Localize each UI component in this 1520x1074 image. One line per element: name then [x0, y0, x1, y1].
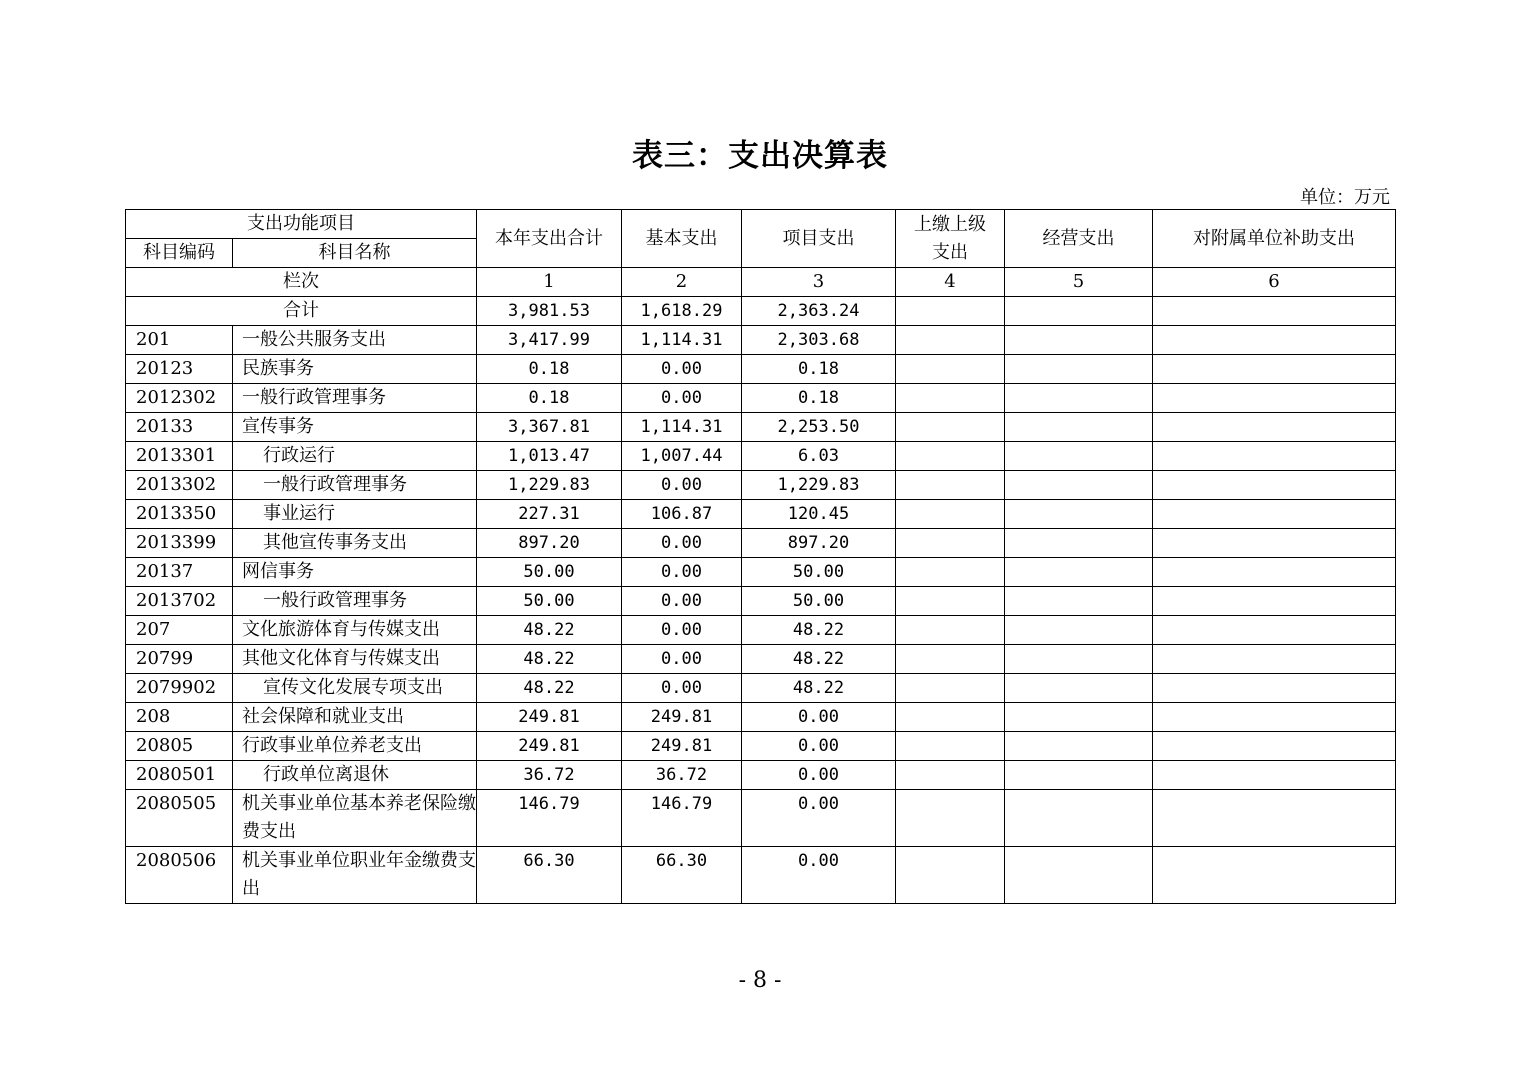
row-subsidy [1153, 326, 1396, 355]
row-business [1005, 442, 1153, 471]
row-name: 一般行政管理事务 [233, 587, 477, 616]
table-row [126, 645, 1396, 674]
row-total: 1,229.83 [477, 471, 622, 500]
sum-business [1005, 297, 1153, 326]
row-business [1005, 326, 1153, 355]
row-code: 2012302 [126, 384, 233, 413]
sum-label: 合计 [126, 297, 477, 326]
sum-upper [896, 297, 1005, 326]
header-basic: 基本支出 [622, 210, 742, 268]
row-project: 50.00 [742, 587, 896, 616]
row-total: 0.18 [477, 384, 622, 413]
row-business [1005, 471, 1153, 500]
header-upper-line2: 支出 [932, 241, 968, 263]
row-code: 2080506 [126, 847, 233, 904]
row-project: 0.18 [742, 355, 896, 384]
row-project: 0.00 [742, 761, 896, 790]
row-subsidy [1153, 558, 1396, 587]
row-name: 网信事务 [233, 558, 477, 587]
row-code: 20137 [126, 558, 233, 587]
row-name: 机关事业单位基本养老保险缴费支出 [233, 790, 477, 847]
page-title: 表三：支出决算表 [632, 138, 888, 174]
row-project: 1,229.83 [742, 471, 896, 500]
col-number-3: 3 [742, 268, 896, 297]
row-name: 行政单位离退休 [233, 761, 477, 790]
table-row [126, 558, 1396, 587]
header-subsidy: 对附属单位补助支出 [1153, 210, 1396, 268]
row-upper [896, 587, 1005, 616]
row-upper [896, 384, 1005, 413]
row-business [1005, 384, 1153, 413]
row-upper [896, 790, 1005, 847]
row-upper [896, 847, 1005, 904]
header-code: 科目编码 [126, 239, 233, 268]
row-total: 48.22 [477, 645, 622, 674]
row-name: 社会保障和就业支出 [233, 703, 477, 732]
row-subsidy [1153, 500, 1396, 529]
row-name: 一般公共服务支出 [233, 326, 477, 355]
table-row [126, 761, 1396, 790]
row-subsidy [1153, 413, 1396, 442]
row-total: 48.22 [477, 674, 622, 703]
row-subsidy [1153, 732, 1396, 761]
header-func-item: 支出功能项目 [126, 210, 477, 239]
row-business [1005, 558, 1153, 587]
row-business [1005, 616, 1153, 645]
row-project: 48.22 [742, 674, 896, 703]
row-project: 6.03 [742, 442, 896, 471]
col-number-2: 2 [622, 268, 742, 297]
table-row [126, 529, 1396, 558]
row-upper [896, 355, 1005, 384]
row-basic: 0.00 [622, 471, 742, 500]
row-upper [896, 471, 1005, 500]
row-name: 民族事务 [233, 355, 477, 384]
row-code: 20123 [126, 355, 233, 384]
row-code: 20133 [126, 413, 233, 442]
row-name: 一般行政管理事务 [233, 471, 477, 500]
column-label: 栏次 [126, 268, 477, 297]
table-row [126, 674, 1396, 703]
row-subsidy [1153, 790, 1396, 847]
row-name: 行政运行 [233, 442, 477, 471]
row-name: 宣传文化发展专项支出 [233, 674, 477, 703]
row-total: 0.18 [477, 355, 622, 384]
header-upper-line1: 上缴上级 [914, 213, 986, 235]
sum-basic: 1,618.29 [622, 297, 742, 326]
row-basic: 1,114.31 [622, 326, 742, 355]
table-row [126, 384, 1396, 413]
row-name: 一般行政管理事务 [233, 384, 477, 413]
row-name: 文化旅游体育与传媒支出 [233, 616, 477, 645]
row-business [1005, 413, 1153, 442]
row-project: 2,253.50 [742, 413, 896, 442]
header-upper [896, 210, 1005, 268]
row-basic: 0.00 [622, 384, 742, 413]
row-subsidy [1153, 471, 1396, 500]
row-upper [896, 558, 1005, 587]
row-project: 0.00 [742, 847, 896, 904]
header-total: 本年支出合计 [477, 210, 622, 268]
row-code: 2013350 [126, 500, 233, 529]
sum-subsidy [1153, 297, 1396, 326]
row-code: 2080501 [126, 761, 233, 790]
row-business [1005, 674, 1153, 703]
sum-project: 2,363.24 [742, 297, 896, 326]
row-subsidy [1153, 384, 1396, 413]
row-subsidy [1153, 674, 1396, 703]
col-number-5: 5 [1005, 268, 1153, 297]
row-code: 2080505 [126, 790, 233, 847]
table-row [126, 790, 1396, 847]
row-basic: 0.00 [622, 616, 742, 645]
row-basic: 1,007.44 [622, 442, 742, 471]
row-code: 208 [126, 703, 233, 732]
row-total: 48.22 [477, 616, 622, 645]
row-upper [896, 413, 1005, 442]
row-basic: 0.00 [622, 674, 742, 703]
row-subsidy [1153, 529, 1396, 558]
row-project: 897.20 [742, 529, 896, 558]
table-row [126, 471, 1396, 500]
row-project: 48.22 [742, 645, 896, 674]
row-name: 行政事业单位养老支出 [233, 732, 477, 761]
row-code: 2079902 [126, 674, 233, 703]
row-basic: 0.00 [622, 529, 742, 558]
table-row [126, 326, 1396, 355]
row-project: 0.00 [742, 790, 896, 847]
row-upper [896, 732, 1005, 761]
row-total: 1,013.47 [477, 442, 622, 471]
row-subsidy [1153, 703, 1396, 732]
row-code: 207 [126, 616, 233, 645]
col-number-4: 4 [896, 268, 1005, 297]
row-subsidy [1153, 645, 1396, 674]
row-code: 2013302 [126, 471, 233, 500]
unit-label: 单位：万元 [1300, 187, 1390, 208]
col-number-6: 6 [1153, 268, 1396, 297]
sum-total: 3,981.53 [477, 297, 622, 326]
row-project: 0.18 [742, 384, 896, 413]
row-code: 20805 [126, 732, 233, 761]
row-subsidy [1153, 587, 1396, 616]
row-upper [896, 703, 1005, 732]
row-subsidy [1153, 616, 1396, 645]
row-code: 2013702 [126, 587, 233, 616]
row-name: 其他宣传事务支出 [233, 529, 477, 558]
row-business [1005, 847, 1153, 904]
expenditure-table [125, 209, 1396, 904]
row-project: 0.00 [742, 732, 896, 761]
row-total: 66.30 [477, 847, 622, 904]
row-upper [896, 500, 1005, 529]
row-subsidy [1153, 847, 1396, 904]
row-code: 201 [126, 326, 233, 355]
row-basic: 0.00 [622, 587, 742, 616]
row-business [1005, 790, 1153, 847]
table-row [126, 616, 1396, 645]
row-project: 0.00 [742, 703, 896, 732]
row-basic: 249.81 [622, 732, 742, 761]
row-project: 50.00 [742, 558, 896, 587]
row-total: 249.81 [477, 732, 622, 761]
row-business [1005, 732, 1153, 761]
col-number-1: 1 [477, 268, 622, 297]
row-business [1005, 645, 1153, 674]
row-basic: 146.79 [622, 790, 742, 847]
row-code: 2013399 [126, 529, 233, 558]
header-business: 经营支出 [1005, 210, 1153, 268]
page-number: - 8 - [738, 968, 782, 993]
row-subsidy [1153, 442, 1396, 471]
row-project: 48.22 [742, 616, 896, 645]
row-project: 2,303.68 [742, 326, 896, 355]
table-row [126, 413, 1396, 442]
row-basic: 0.00 [622, 558, 742, 587]
row-upper [896, 442, 1005, 471]
table-row [126, 355, 1396, 384]
row-total: 3,417.99 [477, 326, 622, 355]
row-name: 其他文化体育与传媒支出 [233, 645, 477, 674]
table-row [126, 500, 1396, 529]
row-business [1005, 761, 1153, 790]
row-upper [896, 616, 1005, 645]
row-code: 2013301 [126, 442, 233, 471]
row-total: 249.81 [477, 703, 622, 732]
row-total: 897.20 [477, 529, 622, 558]
row-business [1005, 529, 1153, 558]
row-name: 宣传事务 [233, 413, 477, 442]
row-name: 机关事业单位职业年金缴费支出 [233, 847, 477, 904]
row-business [1005, 500, 1153, 529]
row-basic: 0.00 [622, 645, 742, 674]
row-upper [896, 761, 1005, 790]
row-business [1005, 703, 1153, 732]
row-project: 120.45 [742, 500, 896, 529]
table-row [126, 847, 1396, 904]
row-basic: 36.72 [622, 761, 742, 790]
row-business [1005, 587, 1153, 616]
row-basic: 0.00 [622, 355, 742, 384]
row-total: 146.79 [477, 790, 622, 847]
row-basic: 249.81 [622, 703, 742, 732]
row-total: 36.72 [477, 761, 622, 790]
row-basic: 106.87 [622, 500, 742, 529]
row-total: 227.31 [477, 500, 622, 529]
row-subsidy [1153, 355, 1396, 384]
row-upper [896, 645, 1005, 674]
header-name: 科目名称 [233, 239, 477, 268]
row-basic: 1,114.31 [622, 413, 742, 442]
row-upper [896, 326, 1005, 355]
table-row [126, 442, 1396, 471]
row-subsidy [1153, 761, 1396, 790]
row-total: 50.00 [477, 558, 622, 587]
row-code: 20799 [126, 645, 233, 674]
row-basic: 66.30 [622, 847, 742, 904]
header-project: 项目支出 [742, 210, 896, 268]
row-total: 50.00 [477, 587, 622, 616]
row-upper [896, 674, 1005, 703]
table-row [126, 587, 1396, 616]
row-total: 3,367.81 [477, 413, 622, 442]
table-row [126, 703, 1396, 732]
row-name: 事业运行 [233, 500, 477, 529]
table-row [126, 732, 1396, 761]
row-business [1005, 355, 1153, 384]
row-upper [896, 529, 1005, 558]
